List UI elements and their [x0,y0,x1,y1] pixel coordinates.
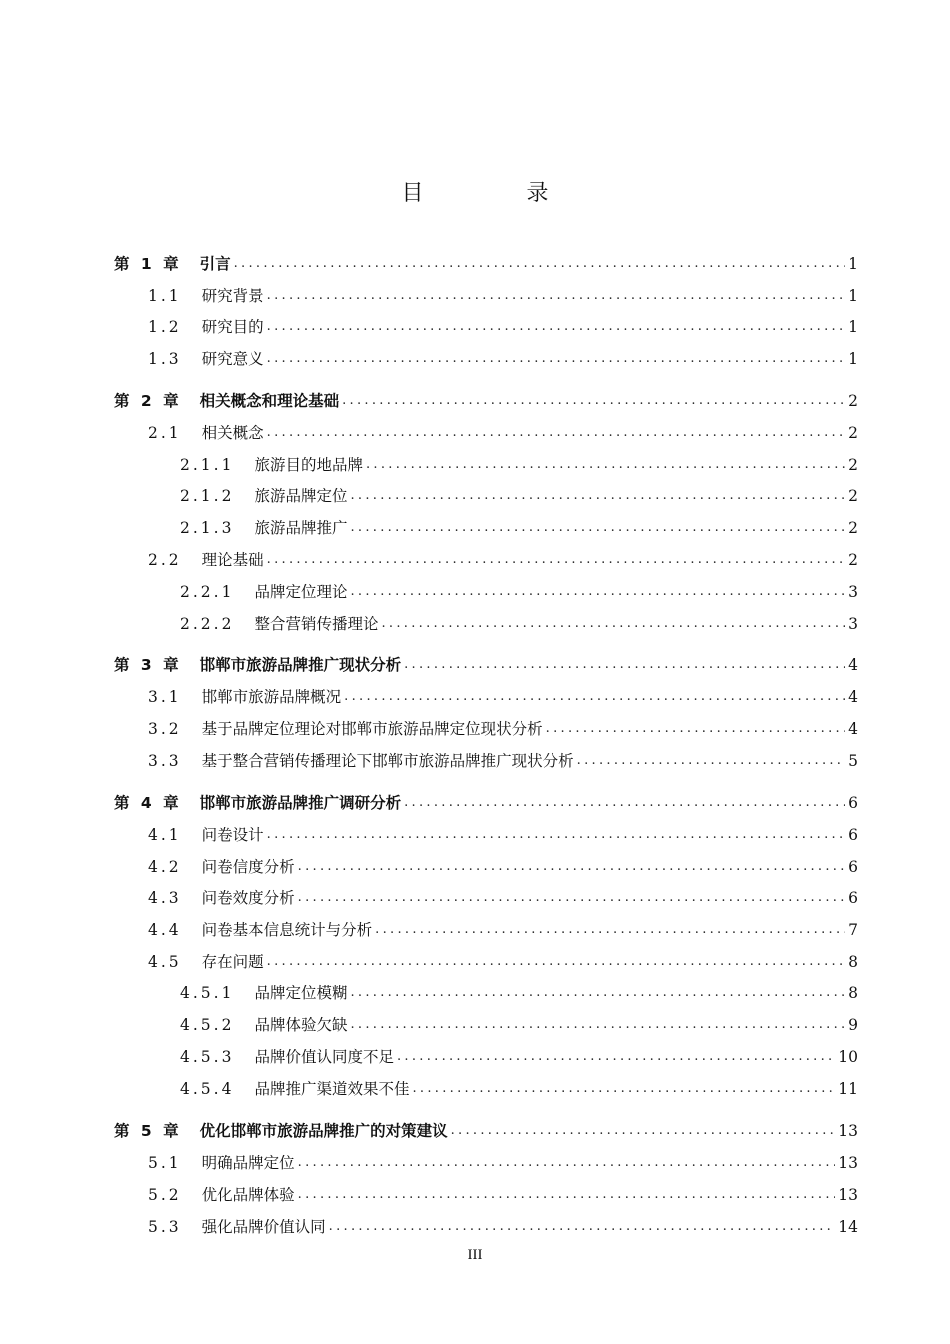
toc-entry-number: 3.3 [148,752,182,770]
toc-entry-page: 8 [848,953,858,971]
toc-entry-number: 2.2.1 [180,583,235,601]
toc-entry-number: 第 1 章 [114,255,182,273]
toc-entry-label: 品牌定位理论 [254,583,348,601]
toc-section-entry[interactable] [148,914,858,940]
toc-dot-leader [267,952,845,972]
toc-section-entry[interactable] [148,311,858,337]
toc-entry-number: 4.5.2 [180,1016,235,1034]
toc-chapter-entry[interactable] [114,1115,858,1141]
toc-entry-number: 第 2 章 [114,392,182,410]
toc-dot-leader [350,486,845,506]
toc-section-entry[interactable] [148,681,858,707]
toc-entry-number: 4.5.4 [180,1080,235,1098]
toc-section-entry[interactable] [180,512,858,538]
toc-entry-label: 旅游目的地品牌 [254,456,363,474]
toc-entry-page: 6 [848,889,858,907]
toc-entry-page: 6 [848,794,858,812]
toc-entry-label: 基于品牌定位理论对邯郸市旅游品牌定位现状分析 [201,720,543,738]
toc-chapter-entry[interactable] [114,787,858,813]
toc-section-entry[interactable] [148,544,858,570]
toc-entry-number: 3.1 [148,688,182,706]
toc-entry-page: 2 [848,424,858,442]
toc-dot-leader [267,349,845,369]
toc-entry-number: 第 5 章 [114,1122,182,1140]
toc-entry-label: 品牌价值认同度不足 [254,1048,394,1066]
toc-section-entry[interactable] [148,280,858,306]
toc-entry-label: 存在问题 [201,953,264,971]
toc-dot-leader [375,920,845,940]
toc-entry-label: 研究意义 [201,350,264,368]
toc-entry-label: 问卷设计 [201,826,264,844]
toc-entry-number: 2.1 [148,424,182,442]
toc-entry-label: 问卷基本信息统计与分析 [201,921,373,939]
toc-entry-label: 相关概念和理论基础 [199,392,340,410]
toc-entry-number: 4.2 [148,858,182,876]
toc-dot-leader [350,518,845,538]
toc-entry-page: 3 [848,583,858,601]
toc-entry-page: 1 [848,255,858,273]
toc-section-entry[interactable] [148,882,858,908]
toc-dot-leader [267,317,845,337]
toc-entry-label: 强化品牌价值认同 [201,1218,326,1236]
toc-section-entry[interactable] [148,946,858,972]
toc-section-entry[interactable] [180,1073,858,1099]
toc-entry-number: 5.1 [148,1154,182,1172]
toc-dot-leader [298,888,845,908]
toc-entry-label: 旅游品牌定位 [254,487,348,505]
toc-entry-label: 邯郸市旅游品牌推广调研分析 [199,794,402,812]
toc-entry-number: 2.2 [148,551,182,569]
toc-section-entry[interactable] [180,608,858,634]
toc-dot-leader [234,254,845,274]
toc-entry-page: 10 [838,1048,858,1066]
toc-entry-label: 基于整合营销传播理论下邯郸市旅游品牌推广现状分析 [201,752,574,770]
toc-section-entry[interactable] [148,851,858,877]
toc-entry-page: 1 [848,318,858,336]
toc-entry-number: 4.3 [148,889,182,907]
toc-entry-page: 2 [848,551,858,569]
toc-entry-label: 问卷信度分析 [201,858,295,876]
toc-entry-page: 4 [848,720,858,738]
toc-dot-leader [267,286,845,306]
toc-entry-label: 研究目的 [201,318,264,336]
toc-entry-page: 3 [848,615,858,633]
toc-section-entry[interactable] [148,343,858,369]
toc-dot-leader [350,983,845,1003]
toc-chapter-entry[interactable] [114,649,858,675]
toc-entry-number: 1.3 [148,350,182,368]
toc-entry-page: 2 [848,456,858,474]
toc-dot-leader [329,1217,836,1237]
toc-entry-label: 明确品牌定位 [201,1154,295,1172]
toc-dot-leader [412,1079,835,1099]
toc-entry-label: 优化品牌体验 [201,1186,295,1204]
toc-dot-leader [397,1047,835,1067]
toc-entry-page: 2 [848,392,858,410]
toc-dot-leader [404,655,845,675]
toc-entry-page: 5 [848,752,858,770]
toc-chapter-entry[interactable] [114,248,858,274]
toc-entry-number: 2.1.3 [180,519,235,537]
toc-entry-page: 8 [848,984,858,1002]
toc-dot-leader [366,455,845,475]
toc-entry-number: 第 4 章 [114,794,182,812]
toc-entry-page: 6 [848,826,858,844]
toc-entry-number: 4.5 [148,953,182,971]
toc-section-entry[interactable] [180,977,858,1003]
toc-section-entry[interactable] [148,819,858,845]
toc-entry-page: 6 [848,858,858,876]
toc-entry-label: 优化邯郸市旅游品牌推广的对策建议 [199,1122,448,1140]
toc-entry-page: 14 [838,1218,858,1236]
toc-section-entry[interactable] [148,1211,858,1237]
toc-dot-leader [267,550,845,570]
toc-section-entry[interactable] [148,713,858,739]
toc-entry-number: 1.1 [148,287,182,305]
toc-entry-number: 4.5.3 [180,1048,235,1066]
toc-dot-leader [546,719,845,739]
toc-entry-page: 13 [838,1154,858,1172]
toc-dot-leader [381,614,845,634]
toc-entry-label: 研究背景 [201,287,264,305]
toc-entry-label: 邯郸市旅游品牌推广现状分析 [199,656,402,674]
toc-entry-page: 13 [838,1186,858,1204]
toc-entry-number: 2.1.2 [180,487,235,505]
toc-entry-number: 4.4 [148,921,182,939]
toc-chapter-entry[interactable] [114,385,858,411]
toc-dot-leader [404,793,845,813]
toc-entry-number: 4.1 [148,826,182,844]
toc-dot-leader [267,825,845,845]
toc-section-entry[interactable] [180,1009,858,1035]
toc-dot-leader [344,687,845,707]
toc-entry-page: 9 [848,1016,858,1034]
toc-section-entry[interactable] [148,1179,858,1205]
toc-section-entry[interactable] [180,576,858,602]
toc-dot-leader [342,391,845,411]
toc-entry-label: 品牌推广渠道效果不佳 [254,1080,410,1098]
toc-entry-page: 1 [848,287,858,305]
toc-entry-page: 2 [848,519,858,537]
toc-entry-page: 11 [838,1080,858,1098]
toc-entry-label: 问卷效度分析 [201,889,295,907]
toc-dot-leader [267,423,845,443]
toc-dot-leader [298,857,845,877]
toc-title: 目 录 [401,181,597,206]
toc-entry-label: 品牌定位模糊 [254,984,348,1002]
toc-dot-leader [577,751,845,771]
toc-entry-label: 品牌体验欠缺 [254,1016,348,1034]
toc-entry-number: 5.3 [148,1218,182,1236]
toc-dot-leader [350,582,845,602]
toc-section-entry[interactable] [180,449,858,475]
toc-dot-leader [350,1015,845,1035]
toc-entry-number: 5.2 [148,1186,182,1204]
toc-entry-number: 1.2 [148,318,182,336]
toc-section-entry[interactable] [148,417,858,443]
toc-dot-leader [298,1153,836,1173]
toc-dot-leader [451,1121,836,1141]
toc-entry-page: 13 [838,1122,858,1140]
toc-entry-page: 1 [848,350,858,368]
toc-entry-number: 2.2.2 [180,615,235,633]
toc-dot-leader [298,1185,836,1205]
toc-entry-number: 3.2 [148,720,182,738]
toc-entry-number: 第 3 章 [114,656,182,674]
toc-entry-label: 理论基础 [201,551,264,569]
toc-entry-label: 邯郸市旅游品牌概况 [201,688,342,706]
toc-entry-number: 2.1.1 [180,456,235,474]
toc-entry-label: 引言 [199,255,231,273]
toc-entry-label: 旅游品牌推广 [254,519,348,537]
toc-entry-page: 7 [848,921,858,939]
page-number-footer: III [467,1247,483,1263]
toc-entry-page: 4 [848,688,858,706]
toc-section-entry[interactable] [148,1147,858,1173]
toc-entry-label: 相关概念 [201,424,264,442]
toc-entry-label: 整合营销传播理论 [254,615,379,633]
toc-entry-page: 2 [848,487,858,505]
toc-section-entry[interactable] [180,1041,858,1067]
toc-section-entry[interactable] [180,480,858,506]
toc-section-entry[interactable] [148,745,858,771]
toc-entry-number: 4.5.1 [180,984,235,1002]
toc-entry-page: 4 [848,656,858,674]
